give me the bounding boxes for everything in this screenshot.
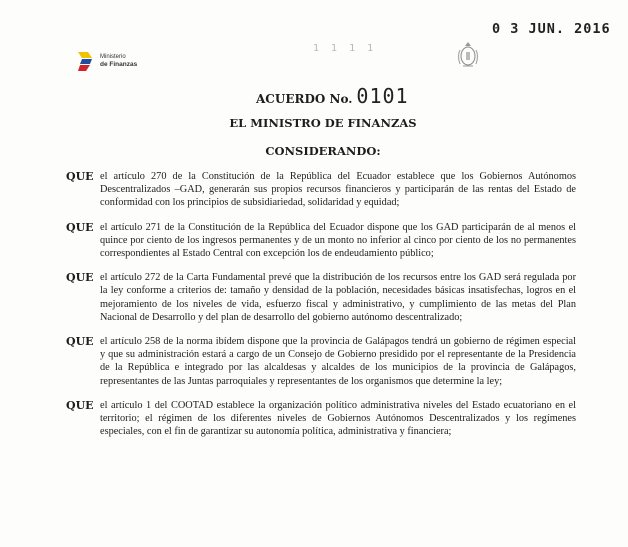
logo-line2: de Finanzas — [100, 61, 138, 68]
clause-text: el artículo 270 de la Constitución de la República del Ecuador establece que los Gobiernos Autónomos Descentralizados –GAD, generarán sus propios recursos financieros y participarán de las rentas del Estado de conformidad con los principios de subsidiariedad, solidaridad y equidad; — [100, 171, 576, 209]
clause-item — [66, 271, 576, 324]
clause-label: QUE — [66, 220, 94, 234]
ministry-title: EL MINISTRO DE FINANZAS — [229, 116, 417, 130]
clause-label: QUE — [66, 335, 94, 349]
clause-item — [66, 399, 576, 439]
clause-item — [66, 170, 576, 210]
clause-label: QUE — [66, 398, 94, 412]
clause-label: QUE — [66, 271, 94, 285]
clause-item — [66, 221, 576, 261]
agreement-number: 0101 — [356, 84, 409, 108]
logo-line1: Ministerio — [100, 54, 126, 60]
clause-text: el artículo 1 del COOTAD establece la organización político administrativa niveles del Estado ecuatoriano en el territorio; el régimen de los diferentes niveles de Gobiernos Autónomos Descentralizados y los regímenes especiales, con el fin de garantizar su autonomía política, administrativa y financiera; — [100, 399, 576, 438]
clause-text: el artículo 271 de la Constitución de la República del Ecuador dispone que los GAD participarán de al menos el quince por ciento de los ingresos permanentes y de un monto no inferior al cinco por ciento de los no permanentes correspondientes al Estado Central con excepción los de endeudamiento público; — [100, 221, 576, 260]
clause-text: el artículo 272 de la Carta Fundamental prevé que la distribución de los recursos entre los GAD será regulada por la ley conforme a criterios de: tamaño y densidad de la población, necesidades básicas insatisfechas, logros en el mejoramiento de los niveles de vida, esfuerzo fiscal y administrativo, y cumplimiento de las metas del Plan Nacional de Desarrollo y del plan de desarrollo del gobierno autónomo descentralizado; — [100, 272, 576, 323]
clause-item — [66, 335, 576, 388]
clause-label: QUE — [66, 170, 94, 183]
considering-title: CONSIDERANDO: — [265, 144, 381, 158]
ministry-logo — [76, 50, 137, 72]
agreement-heading — [256, 84, 409, 108]
date-stamp: 0 3 JUN. 2016 — [492, 21, 611, 37]
ministry-logo-icon — [76, 50, 96, 72]
ecuador-coat-of-arms-icon — [456, 40, 480, 70]
agreement-label: ACUERDO No. — [256, 92, 353, 106]
faint-number-mark: 1 1 1 1 — [313, 43, 377, 54]
clause-text: el artículo 258 de la norma ibídem dispone que la provincia de Galápagos tendrá un gobierno de régimen especial y que su administración estará a cargo de un Consejo de Gobierno presidido por el representante de la Presidencia de la República e integrado por las alcaldesas y alcaldes de los municipios de la provincia de Galápagos, representantes de las Juntas parroquiales y representantes de los organismos que determine la ley; — [100, 336, 576, 387]
clause-list — [66, 170, 576, 449]
